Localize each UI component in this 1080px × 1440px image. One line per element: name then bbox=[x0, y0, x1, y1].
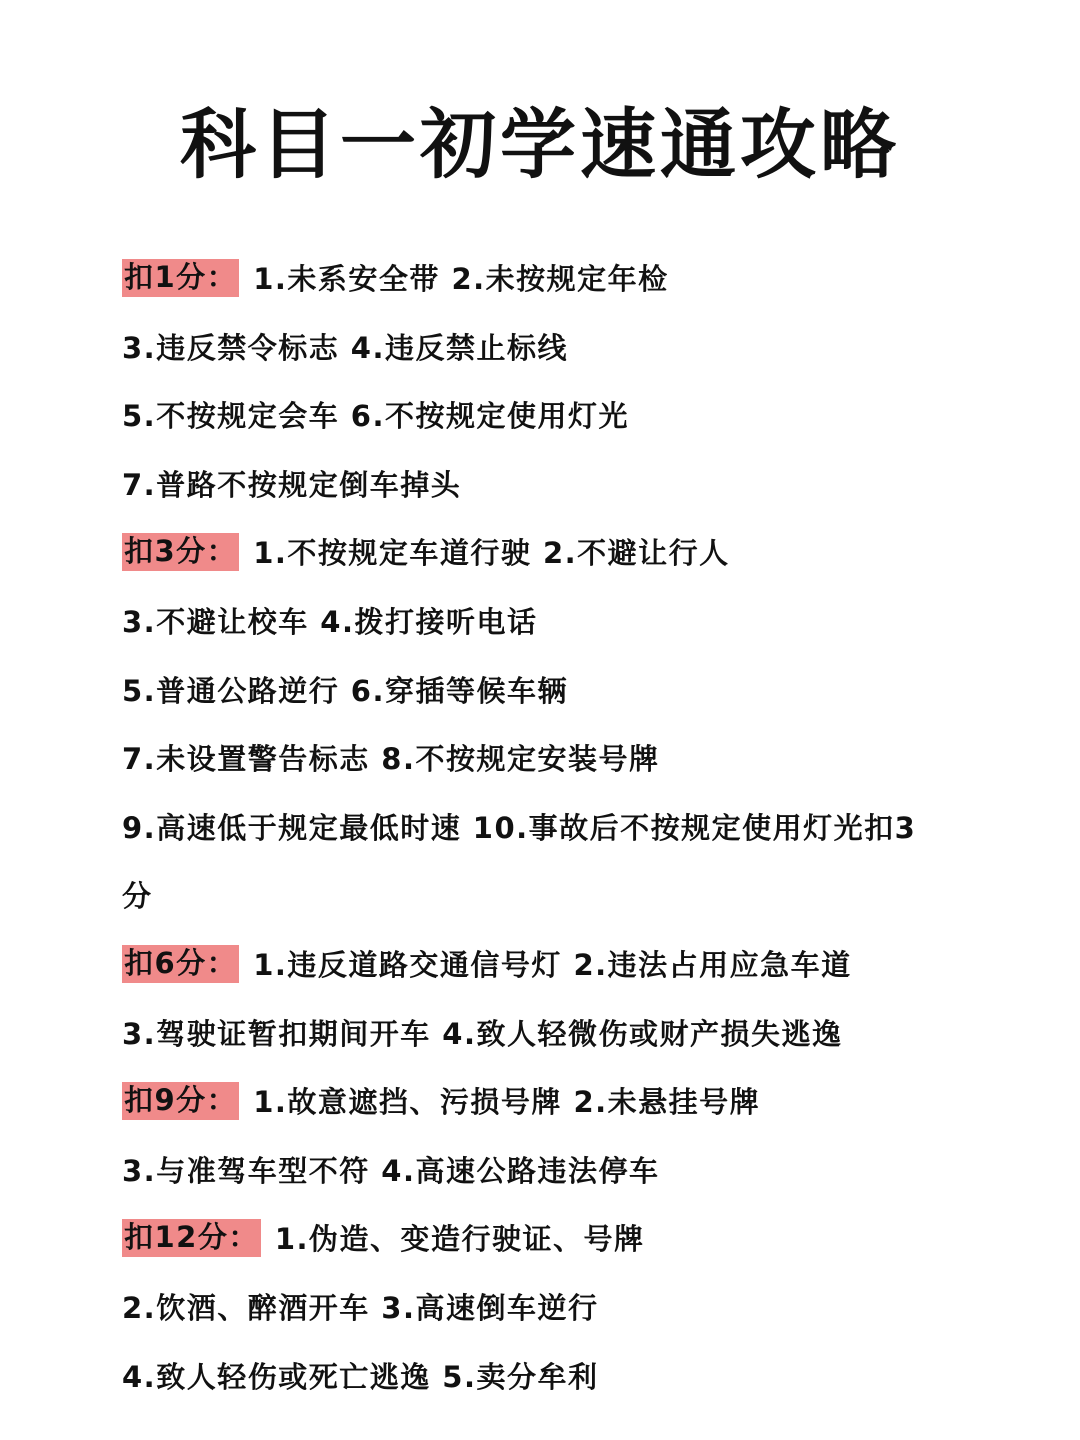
penalty-tag-9pt: 扣9分： bbox=[122, 1082, 239, 1120]
rule-text: 7.普路不按规定倒车掉头 bbox=[122, 467, 462, 502]
rule-text: 9.高速低于规定最低时速 10.事故后不按规定使用灯光扣3 bbox=[122, 810, 917, 845]
rule-text: 1.违反道路交通信号灯 2.违法占用应急车道 bbox=[253, 947, 852, 982]
section-9pt-line-2 bbox=[122, 1137, 982, 1206]
section-9pt-line-1 bbox=[122, 1068, 982, 1137]
section-1pt-line-2 bbox=[122, 314, 982, 383]
section-3pt-line-2 bbox=[122, 588, 982, 657]
rule-text: 3.驾驶证暂扣期间开车 4.致人轻微伤或财产损失逃逸 bbox=[122, 1016, 843, 1051]
section-3pt-line-3 bbox=[122, 657, 982, 726]
rule-text: 3.与准驾车型不符 4.高速公路违法停车 bbox=[122, 1153, 660, 1188]
rule-text: 5.不按规定会车 6.不按规定使用灯光 bbox=[122, 399, 629, 434]
section-3pt-line-4 bbox=[122, 725, 982, 794]
section-3pt-line-6 bbox=[122, 862, 982, 931]
rule-text: 4.致人轻伤或死亡逃逸 5.卖分牟利 bbox=[122, 1359, 599, 1394]
section-12pt-line-1 bbox=[122, 1205, 982, 1274]
section-3pt-line-5 bbox=[122, 794, 982, 863]
rule-text: 3.不避让校车 4.拨打接听电话 bbox=[122, 604, 538, 639]
section-1pt-line-4 bbox=[122, 451, 982, 520]
section-6pt-line-1 bbox=[122, 931, 982, 1000]
rules-list bbox=[122, 245, 982, 1411]
section-12pt-line-2 bbox=[122, 1274, 982, 1343]
rule-text: 5.普通公路逆行 6.穿插等候车辆 bbox=[122, 673, 568, 708]
rule-text: 1.不按规定车道行驶 2.不避让行人 bbox=[253, 536, 730, 571]
rule-text: 1.伪造、变造行驶证、号牌 bbox=[274, 1222, 645, 1257]
rule-text: 7.未设置警告标志 8.不按规定安装号牌 bbox=[122, 742, 660, 777]
rule-text: 1.故意遮挡、污损号牌 2.未悬挂号牌 bbox=[253, 1085, 761, 1120]
section-1pt-line-1 bbox=[122, 245, 982, 314]
rule-text: 分 bbox=[122, 879, 153, 914]
rule-text: 2.饮酒、醉酒开车 3.高速倒车逆行 bbox=[122, 1290, 599, 1325]
section-1pt-line-3 bbox=[122, 382, 982, 451]
penalty-tag-1pt: 扣1分： bbox=[122, 259, 239, 297]
section-12pt-line-3 bbox=[122, 1343, 982, 1412]
page-title: 科目一初学速通攻略 bbox=[180, 100, 900, 189]
penalty-tag-3pt: 扣3分： bbox=[122, 533, 239, 571]
penalty-tag-6pt: 扣6分： bbox=[122, 945, 239, 983]
penalty-tag-12pt: 扣12分： bbox=[122, 1219, 261, 1257]
section-3pt-line-1 bbox=[122, 519, 982, 588]
section-6pt-line-2 bbox=[122, 1000, 982, 1069]
rule-text: 3.违反禁令标志 4.违反禁止标线 bbox=[122, 330, 568, 365]
rule-text: 1.未系安全带 2.未按规定年检 bbox=[253, 262, 669, 296]
